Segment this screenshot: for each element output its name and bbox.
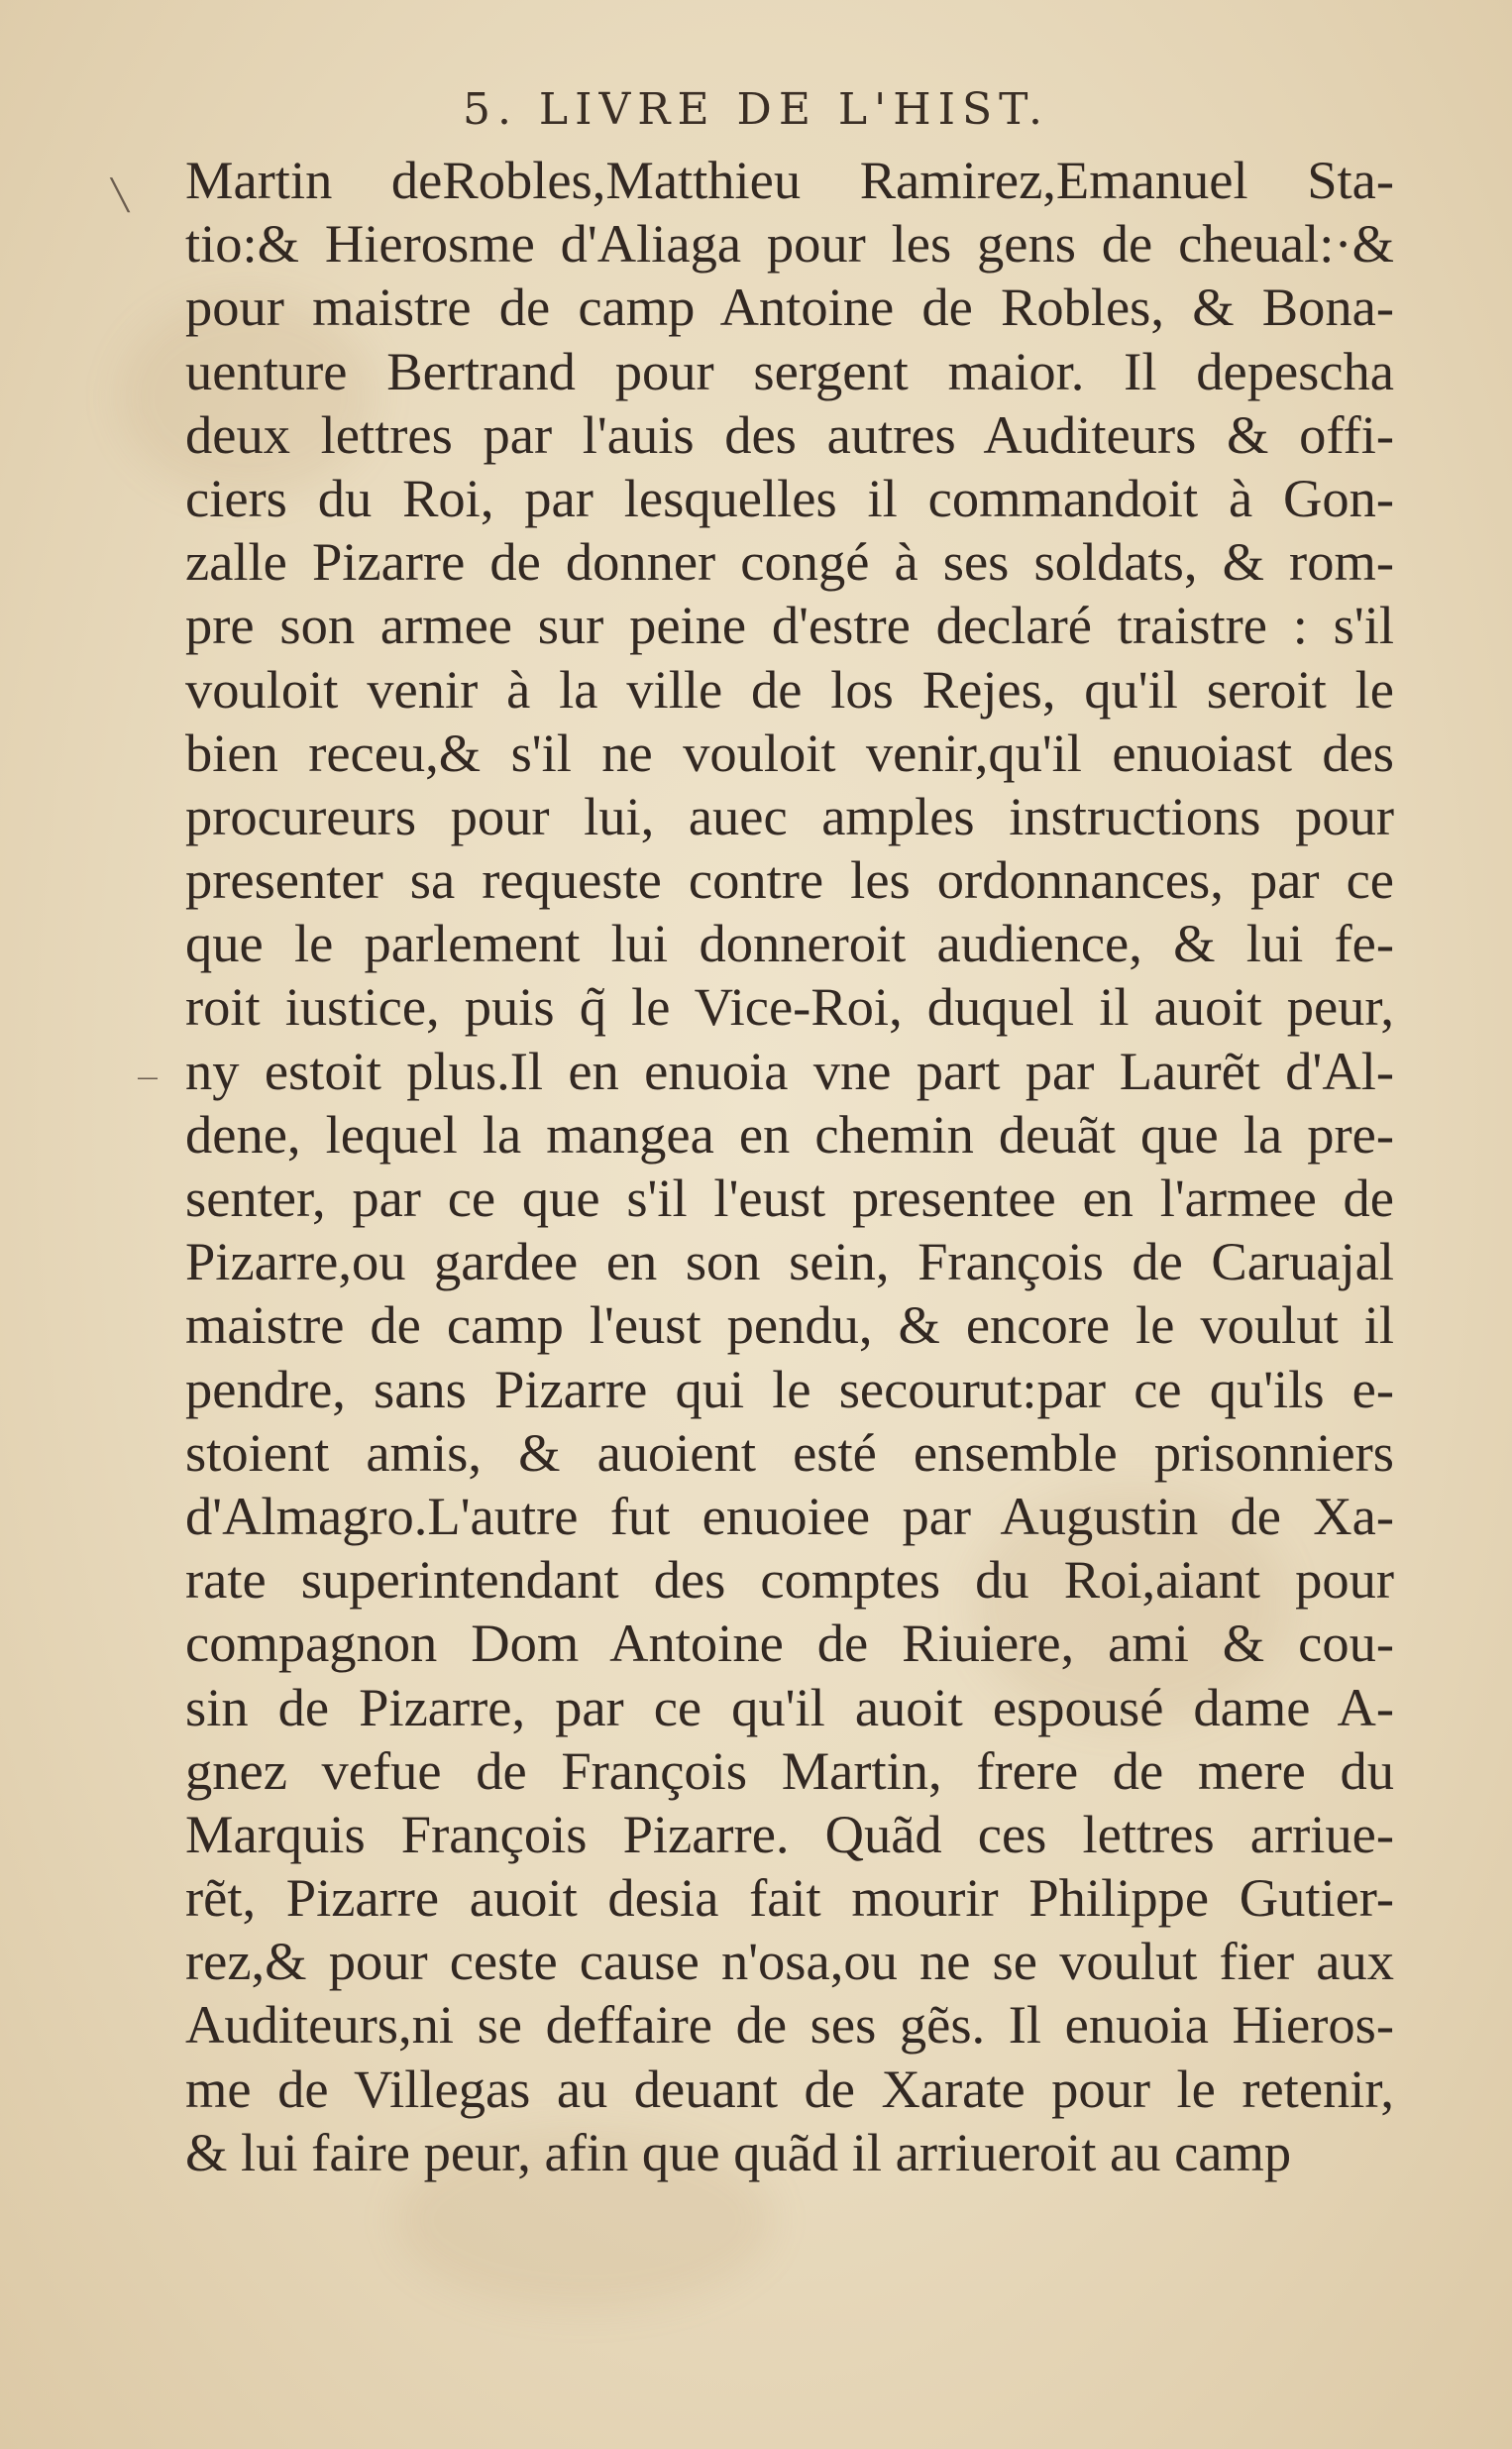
- text-line: roit iustice, puis q̃ le Vice-Roi, duquel il auoit peur,: [185, 976, 1394, 1038]
- text-line: rez,& pour ceste cause n'osa,ou ne se voulut fier aux: [185, 1931, 1394, 1992]
- text-line: ny estoit plus.Il en enuoia vne part par Laurẽt d'Al-: [185, 1040, 1394, 1101]
- text-line: zalle Pizarre de donner congé à ses soldats, & rom-: [185, 531, 1394, 593]
- text-line: presenter sa requeste contre les ordonnances, par ce: [185, 849, 1394, 911]
- margin-mark: ╲: [111, 178, 130, 213]
- text-line: rate superintendant des comptes du Roi,aiant pour: [185, 1549, 1394, 1611]
- text-line: pendre, sans Pizarre qui le secourut:par ce qu'ils e-: [185, 1358, 1394, 1419]
- text-line: & lui faire peur, afin que quãd il arriueroit au camp: [185, 2121, 1292, 2182]
- text-line: d'Almagro.L'autre fut enuoiee par Augustin de Xa-: [185, 1485, 1394, 1546]
- text-line: Pizarre,ou gardee en son sein, François de Caruajal: [185, 1231, 1394, 1292]
- text-line: deux lettres par l'auis des autres Auditeurs & offi-: [185, 403, 1394, 465]
- text-line: senter, par ce que s'il l'eust presentee en l'armee de: [185, 1168, 1394, 1228]
- text-line: pour maistre de camp Antoine de Robles, & Bona-: [185, 277, 1394, 338]
- text-line: Marquis François Pizarre. Quãd ces lettres arriue-: [185, 1803, 1394, 1864]
- text-line: Auditeurs,ni se deffaire de ses gẽs. Il enuoia Hieros-: [185, 1994, 1394, 2056]
- text-line: compagnon Dom Antoine de Riuiere, ami & cou-: [185, 1613, 1394, 1674]
- running-header: 5. LIVRE DE L'HIST.: [462, 84, 1050, 135]
- text-line: vouloit venir à la ville de los Rejes, qu'il seroit le: [185, 658, 1394, 720]
- text-line: Martin deRobles,Matthieu Ramirez,Emanuel Sta-: [185, 150, 1394, 210]
- text-line: ciers du Roi, par lesquelles il commandoit à Gon-: [185, 467, 1394, 528]
- text-line: rẽt, Pizarre auoit desia fait mourir Philippe Gutier-: [185, 1867, 1394, 1929]
- page-body-text: [185, 149, 1394, 2184]
- margin-mark: —: [137, 1065, 159, 1090]
- text-line: gnez vefue de François Martin, frere de mere du: [185, 1739, 1394, 1801]
- text-line: stoient amis, & auoient esté ensemble prisonniers: [185, 1421, 1394, 1483]
- text-line: dene, lequel la mangea en chemin deuãt que la pre-: [185, 1103, 1394, 1165]
- text-line: que le parlement lui donneroit audience, & lui fe-: [185, 913, 1394, 974]
- text-line: procureurs pour lui, auec amples instructions pour: [185, 785, 1394, 846]
- text-line: sin de Pizarre, par ce qu'il auoit espousé dame A-: [185, 1676, 1394, 1737]
- text-line: bien receu,& s'il ne vouloit venir,qu'il enuoiast des: [185, 722, 1394, 783]
- text-line: pre son armee sur peine d'estre declaré traistre : s'il: [185, 595, 1394, 656]
- text-line: me de Villegas au deuant de Xarate pour le retenir,: [185, 2058, 1394, 2119]
- text-line: uenture Bertrand pour sergent maior. Il depescha: [185, 340, 1394, 401]
- text-line: maistre de camp l'eust pendu, & encore le voulut il: [185, 1294, 1394, 1356]
- text-line: tio:& Hierosme d'Aliaga pour les gens de cheual:·&: [185, 213, 1394, 275]
